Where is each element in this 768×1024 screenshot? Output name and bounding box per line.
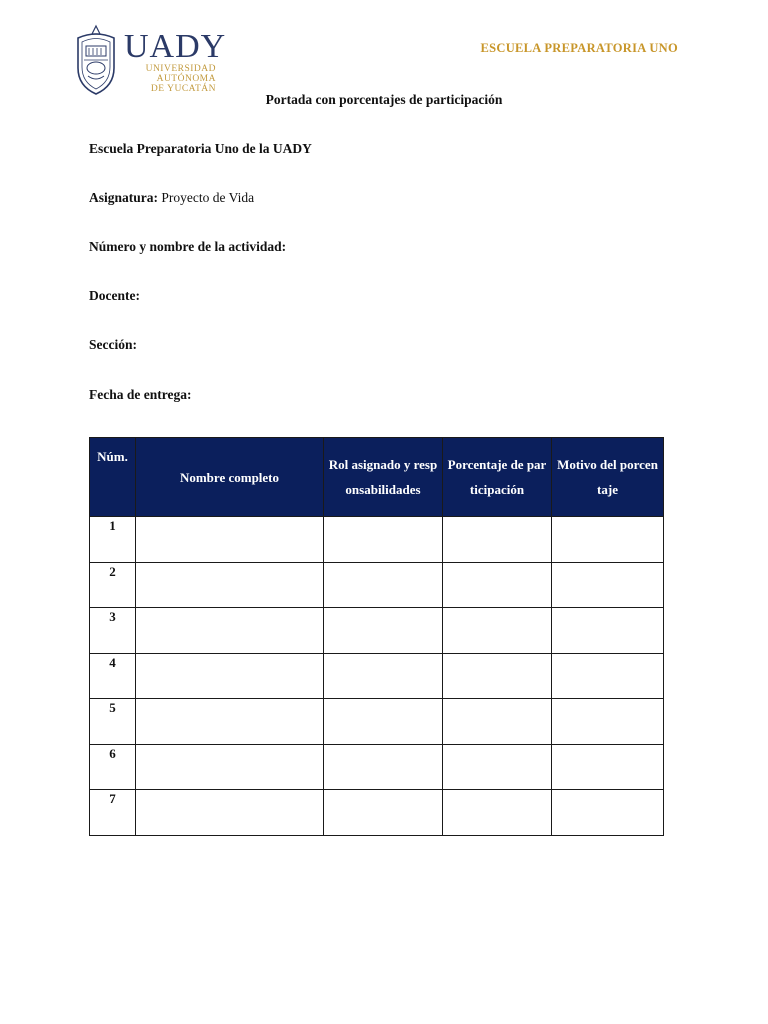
subject-label: Asignatura: [89,190,159,205]
percentage-cell[interactable] [443,517,552,563]
school-line [89,141,312,157]
section-field [89,337,137,353]
header-number: Núm. [90,438,136,517]
name-cell[interactable] [136,790,324,836]
reason-cell[interactable] [552,744,664,790]
row-number: 1 [90,517,136,563]
header-percentage: Porcentaje de participación [443,438,552,517]
logo-subtitle-line: DE YUCATÁN [150,84,216,94]
document-title: Portada con porcentajes de participación [265,92,503,107]
header-role: Rol asignado y responsabilidades [324,438,443,517]
role-cell[interactable] [324,790,443,836]
logo-subtitle-line: UNIVERSIDAD [145,64,216,74]
uady-logo [70,24,230,100]
percentage-cell[interactable] [443,608,552,654]
role-cell[interactable] [324,517,443,563]
table-header-row [90,438,664,517]
percentage-cell[interactable] [443,744,552,790]
reason-cell[interactable] [552,653,664,699]
row-number: 3 [90,608,136,654]
role-cell[interactable] [324,744,443,790]
percentage-cell[interactable] [443,699,552,745]
table-row [90,653,664,699]
header-full-name: Nombre completo [136,438,324,517]
table-row [90,790,664,836]
row-number: 2 [90,562,136,608]
name-cell[interactable] [136,744,324,790]
role-cell[interactable] [324,562,443,608]
logo-wordmark: UADY [124,28,227,65]
subject-value: Proyecto de Vida [158,190,255,205]
table-row [90,699,664,745]
role-cell[interactable] [324,608,443,654]
due-date-label: Fecha de entrega: [89,387,192,402]
school-header: ESCUELA PREPARATORIA UNO [480,41,678,55]
reason-cell[interactable] [552,562,664,608]
name-cell[interactable] [136,562,324,608]
activity-field [89,239,286,255]
name-cell[interactable] [136,517,324,563]
due-date-field [89,387,191,403]
logo-subtitle-line: AUTÓNOMA [156,74,216,84]
role-cell[interactable] [324,699,443,745]
reason-cell[interactable] [552,608,664,654]
percentage-cell[interactable] [443,562,552,608]
role-cell[interactable] [324,653,443,699]
table-row [90,517,664,563]
name-cell[interactable] [136,699,324,745]
reason-cell[interactable] [552,790,664,836]
school-line-text: Escuela Preparatoria Uno de la UADY [89,141,312,156]
table-row [90,608,664,654]
university-seal-icon [70,24,122,96]
logo-subtitle [136,64,216,94]
header-reason: Motivo del porcentaje [552,438,664,517]
teacher-label: Docente: [89,288,140,303]
subject-field [89,190,254,206]
reason-cell[interactable] [552,699,664,745]
table-row [90,562,664,608]
activity-label: Número y nombre de la actividad: [89,239,287,254]
table-row [90,744,664,790]
row-number: 5 [90,699,136,745]
section-label: Sección: [89,337,137,352]
row-number: 4 [90,653,136,699]
percentage-cell[interactable] [443,653,552,699]
name-cell[interactable] [136,608,324,654]
row-number: 7 [90,790,136,836]
participation-table [89,437,663,836]
teacher-field [89,288,140,304]
row-number: 6 [90,744,136,790]
reason-cell[interactable] [552,517,664,563]
percentage-cell[interactable] [443,790,552,836]
name-cell[interactable] [136,653,324,699]
